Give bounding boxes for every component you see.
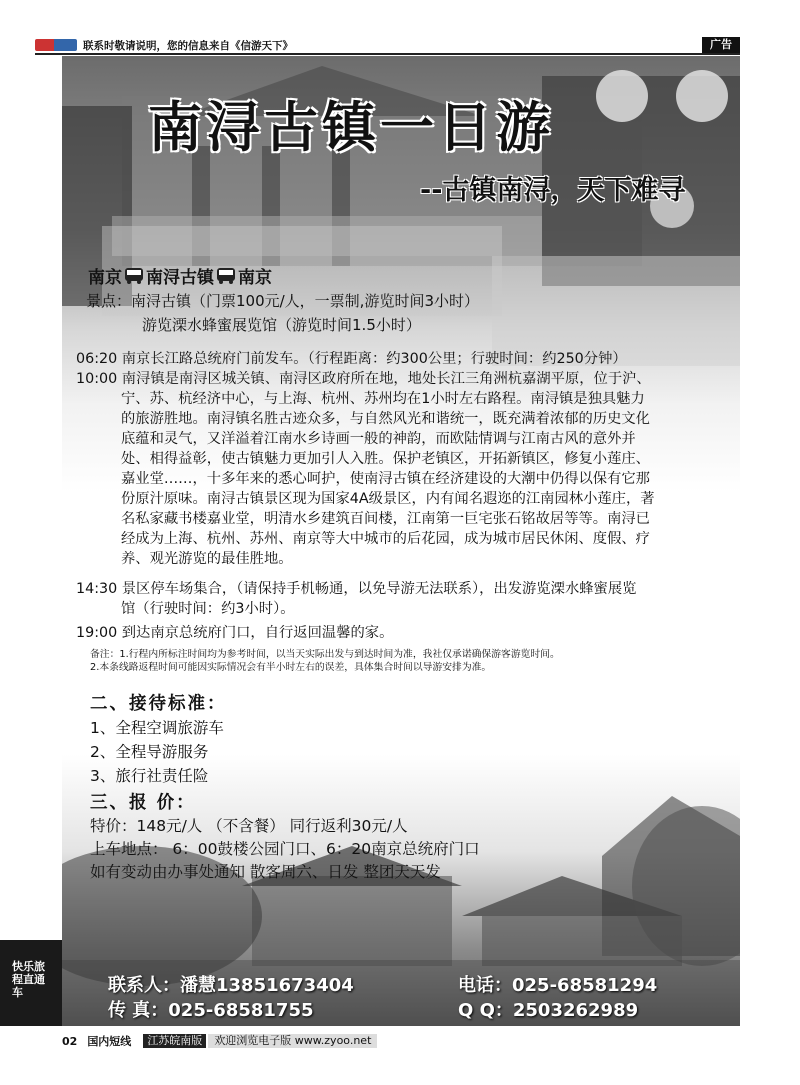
itinerary-line: 14:30 景区停车场集合，（请保持手机畅通，以免导游无法联系），出发游览溧水蜂蜜展览 — [76, 581, 637, 597]
pricing-line: 特价：148元/人 （不含餐） 同行返利30元/人 — [90, 817, 408, 835]
contact-qq: Q Q：2503262989 — [458, 1000, 639, 1021]
pricing-heading: 三、报 价： — [90, 793, 196, 813]
itinerary-line: 底蕴和灵气，又洋溢着江南水乡诗画一般的神韵，而欧陆情调与江南古风的意外并 — [121, 431, 636, 447]
edition-badge: 江苏皖南版 — [143, 1034, 206, 1048]
pricing-line: 上车地点： 6：00鼓楼公园门口、6：20南京总统府门口 — [90, 840, 480, 858]
itinerary-line: 宁、苏、杭经济中心，与上海、杭州、苏州均在1小时左右路程。南浔镇是独具魅力 — [121, 391, 645, 407]
itinerary-line: 10:00 南浔镇是南浔区城关镇、南浔区政府所在地，地处长江三角洲杭嘉湖平原，位于沪、 — [76, 371, 651, 387]
itinerary-line: 经成为上海、杭州、苏州、南京等大中城市的后花园，成为城市居民休闲、度假、疗 — [121, 531, 650, 547]
page-number: 02 — [62, 1034, 78, 1048]
section-name: 国内短线 — [87, 1035, 132, 1048]
bus-icon — [216, 267, 236, 284]
bus-icon — [124, 267, 144, 284]
standards-heading: 二、接待标准： — [90, 694, 227, 714]
standard-item: 3、旅行社责任险 — [90, 767, 209, 785]
header-notice: 联系时敬请说明，您的信息来自《信游天下》 — [83, 39, 293, 52]
standard-item: 1、全程空调旅游车 — [90, 719, 224, 737]
itinerary-line: 嘉业堂……，十多年来的悉心呵护，使南浔古镇在经济建设的大潮中仍得以保有它那 — [121, 471, 650, 487]
itinerary-line: 养、观光游览的最佳胜地。 — [121, 551, 293, 567]
itinerary-line: 份原汁原味。南浔古镇景区现为国家4A级景区，内有闻名遐迩的江南园林小莲庄，著 — [121, 491, 655, 507]
contact-person: 联系人：潘慧13851673404 — [108, 975, 354, 996]
pricing-line: 如有变动由办事处通知 散客周六、日发 整团天天发 — [90, 863, 441, 881]
page-title: 南浔古镇一日游 — [148, 96, 554, 159]
header-bar — [35, 37, 740, 53]
header-rule — [35, 53, 740, 55]
itinerary-line: 处、相得益彰，使古镇魅力更加引人入胜。保护老镇区，开拓新镇区，修复小莲庄、 — [121, 451, 650, 467]
itinerary-line: 名私家藏书楼嘉业堂，明清水乡建筑百间楼，江南第一巨宅张石铭故居等等。南浔已 — [121, 511, 650, 527]
contact-phone: 电话：025-68581294 — [458, 975, 658, 996]
note-line: 备注：1.行程内所标注时间均为参考时间，以当天实际出发与到达时间为准，我社仅承诺确保游客游览时间。 — [90, 649, 560, 660]
itinerary-line: 06:20 南京长江路总统府门前发车。（行程距离：约300公里；行驶时间：约250分钟） — [76, 351, 627, 367]
ad-tag: 广告 — [702, 37, 740, 53]
note-line: 2.本条线路返程时间可能因实际情况会有半小时左右的误差，具体集合时间以导游安排为准。 — [90, 662, 492, 673]
page-subtitle: --古镇南浔，天下难寻 — [420, 175, 686, 206]
website-link[interactable]: 欢迎浏览电子版 www.zyoo.net — [208, 1034, 377, 1048]
itinerary-line: 馆（行驶时间：约3小时）。 — [121, 601, 295, 617]
route-mid: 南浔古镇 — [146, 268, 214, 288]
side-label: 快乐旅程直通车 — [0, 940, 62, 1026]
contact-fax: 传 真：025-68581755 — [108, 1000, 314, 1021]
standard-item: 2、全程导游服务 — [90, 743, 209, 761]
itinerary-line: 的旅游胜地。南浔镇名胜古迹众多，与自然风光和谐统一，既充满着浓郁的历史文化 — [121, 411, 650, 427]
itinerary-line: 19:00 到达南京总统府门口，自行返回温馨的家。 — [76, 625, 394, 641]
sight-line: 游览溧水蜂蜜展览馆（游览时间1.5小时） — [142, 316, 421, 334]
footer — [0, 1032, 800, 1050]
route-to: 南京 — [238, 268, 272, 288]
route-line — [88, 263, 272, 288]
sight-line: 景点：南浔古镇（门票100元/人，一票制,游览时间3小时） — [86, 292, 479, 310]
route-from: 南京 — [88, 268, 122, 288]
publication-logo — [35, 39, 77, 51]
